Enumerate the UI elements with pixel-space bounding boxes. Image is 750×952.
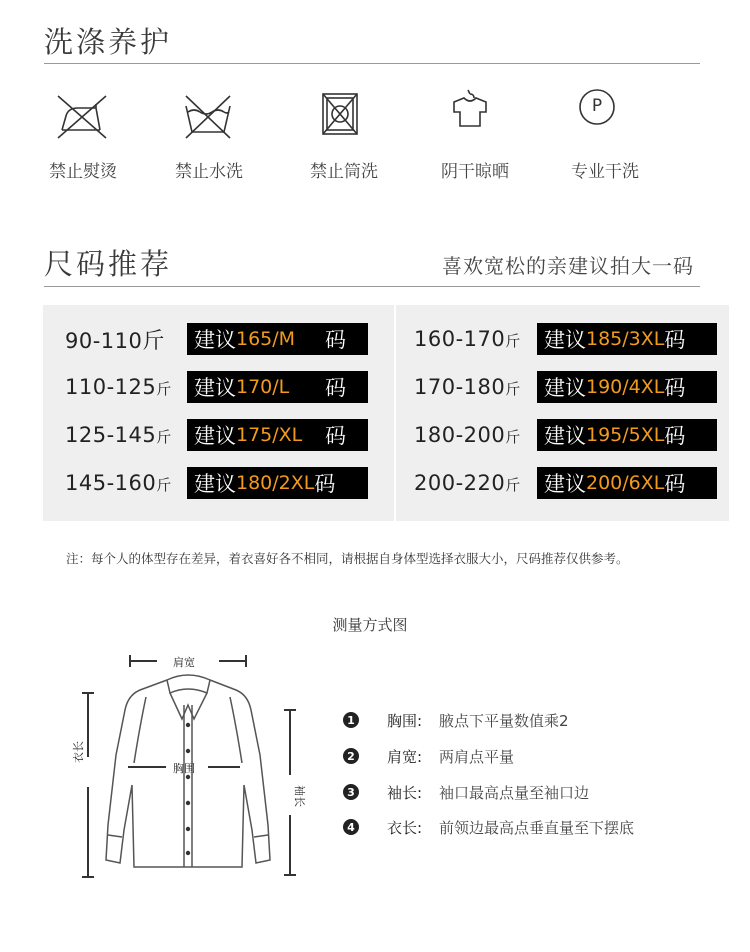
measure-title: 测量方式图 [332, 616, 408, 634]
size-suffix: 码 [664, 424, 686, 448]
recommended-size: 200/6XL [586, 472, 665, 494]
size-row [65, 419, 171, 451]
care-label-shade-dry: 阴干晾晒 [441, 162, 509, 182]
recommended-size: 165/M [236, 328, 296, 350]
weight-range: 145-160 [65, 471, 157, 495]
size-badge [537, 419, 717, 451]
care-label-no-tumble: 禁止筒洗 [310, 162, 378, 182]
weight-unit: 斤 [505, 428, 521, 446]
recommended-size: 180/2XL [236, 472, 315, 494]
no-tumble-dry-icon [310, 90, 370, 140]
weight-range: 160-170 [414, 327, 506, 351]
size-suffix: 码 [314, 472, 336, 496]
size-row [414, 371, 520, 403]
measure-item [343, 745, 514, 767]
measure-key: 袖长: [387, 783, 423, 802]
sleeve-label: 袖长 [293, 785, 306, 807]
size-suffix: 码 [325, 328, 346, 352]
size-badge [537, 371, 717, 403]
measure-desc: 前领边最高点垂直量至下摆底 [439, 818, 635, 837]
weight-range: 110-125 [65, 375, 157, 399]
size-row [414, 419, 520, 451]
measure-desc: 腋点下平量数值乘2 [439, 711, 569, 730]
size-badge [537, 467, 717, 499]
weight-range: 125-145 [65, 423, 157, 447]
recommended-size: 185/3XL [586, 328, 665, 350]
care-divider [44, 63, 700, 64]
weight-unit: 斤 [505, 380, 521, 398]
size-badge [187, 371, 368, 403]
size-suffix: 码 [664, 328, 686, 352]
weight-unit: 斤 [142, 328, 165, 354]
weight-unit: 斤 [505, 332, 521, 350]
measure-key: 肩宽: [387, 747, 423, 766]
care-label-no-iron: 禁止熨烫 [49, 162, 117, 182]
size-suffix: 码 [325, 424, 346, 448]
recommended-size: 195/5XL [586, 424, 665, 446]
size-divider [44, 286, 700, 287]
weight-range: 170-180 [414, 375, 506, 399]
measure-number-badge: 4 [343, 819, 359, 835]
measure-key: 衣长: [387, 818, 423, 837]
measure-desc: 袖口最高点量至袖口边 [439, 783, 590, 802]
care-label-no-wash: 禁止水洗 [175, 162, 243, 182]
measure-key: 胸围: [387, 711, 423, 730]
advice-prefix: 建议 [194, 328, 236, 352]
size-badge [187, 467, 368, 499]
measure-item [343, 781, 589, 803]
size-subtitle: 喜欢宽松的亲建议拍大一码 [442, 254, 694, 278]
advice-prefix: 建议 [194, 472, 236, 496]
size-table-divider [394, 305, 396, 521]
size-section-title: 尺码推荐 [44, 247, 173, 281]
care-label-dry-clean: 专业干洗 [571, 162, 639, 182]
advice-prefix: 建议 [194, 424, 236, 448]
recommended-size: 175/XL [236, 424, 303, 446]
recommended-size: 170/L [236, 376, 290, 398]
size-suffix: 码 [664, 376, 686, 400]
measure-number-badge: 2 [343, 748, 359, 764]
weight-range: 200-220 [414, 471, 506, 495]
care-section-title: 洗涤养护 [44, 25, 173, 59]
size-suffix: 码 [664, 472, 686, 496]
measure-desc: 两肩点平量 [439, 747, 515, 766]
recommended-size: 190/4XL [586, 376, 665, 398]
size-badge [187, 323, 368, 355]
weight-range: 90-110 [65, 328, 143, 353]
length-label: 衣长 [72, 741, 85, 763]
size-row [414, 323, 520, 355]
measure-item [343, 709, 569, 731]
dry-clean-letter: P [591, 96, 603, 116]
weight-unit: 斤 [505, 476, 521, 494]
shade-dry-icon [440, 88, 500, 138]
measure-item [343, 816, 634, 838]
size-badge [187, 419, 368, 451]
weight-range: 180-200 [414, 423, 506, 447]
measure-number-badge: 1 [343, 712, 359, 728]
advice-prefix: 建议 [544, 424, 586, 448]
advice-prefix: 建议 [544, 472, 586, 496]
measure-number-badge: 3 [343, 784, 359, 800]
size-badge [537, 323, 717, 355]
no-wash-icon [178, 92, 238, 142]
advice-prefix: 建议 [544, 376, 586, 400]
advice-prefix: 建议 [544, 328, 586, 352]
chest-label: 胸围 [173, 762, 195, 775]
weight-unit: 斤 [156, 428, 172, 446]
weight-unit: 斤 [156, 380, 172, 398]
size-row [65, 467, 171, 499]
size-note: 注：每个人的体型存在差异，着衣喜好各不相同，请根据自身体型选择衣服大小，尺码推荐仅供参考。 [66, 551, 629, 566]
shirt-measurement-diagram [70, 645, 310, 890]
size-row [65, 323, 164, 355]
shoulder-width-label: 肩宽 [173, 656, 195, 669]
no-iron-icon [52, 92, 112, 142]
weight-unit: 斤 [156, 476, 172, 494]
size-row [414, 467, 520, 499]
size-suffix: 码 [325, 376, 346, 400]
size-row [65, 371, 171, 403]
advice-prefix: 建议 [194, 376, 236, 400]
